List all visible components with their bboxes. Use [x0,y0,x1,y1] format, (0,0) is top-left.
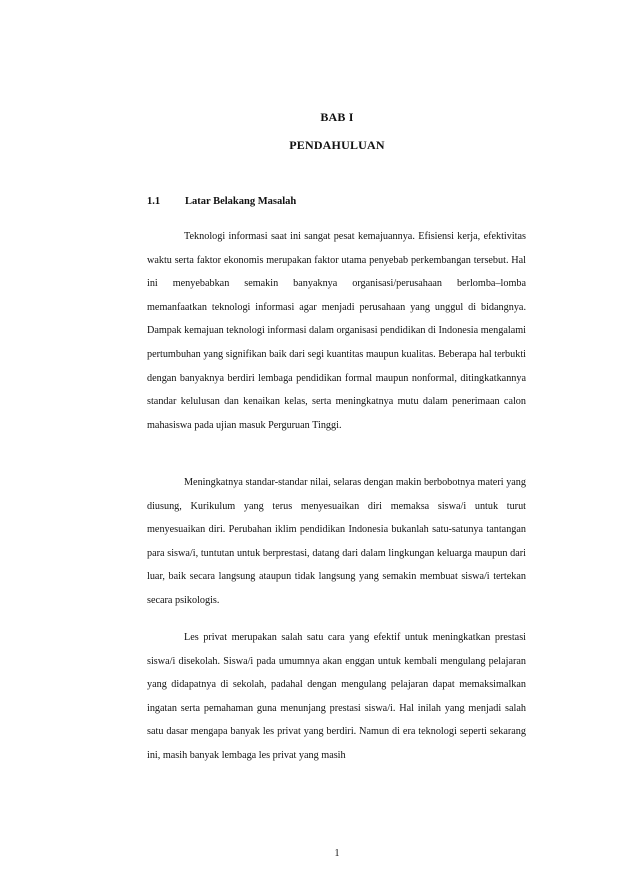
paragraph-1 [147,225,526,437]
section-heading [147,196,296,207]
chapter-number: BAB I [320,110,354,124]
paragraph-text: Meningkatnya standar-standar nilai, selaras dengan makin berbobotnya materi yang diusung, Kurikulum yang terus menyesuaikan diri memaksa siswa/i untuk turut menyesuaikan diri. Perubahan iklim pendidikan Indonesia bukanlah satu-satunya tantangan para siswa/i, tuntutan untuk berprestasi, datang dari dalam lingkungan keluarga maupun dari luar, baik secara langsung ataupun tidak langsung yang semakin membuat siswa/i tertekan secara psikologis. [147,477,526,606]
chapter-title: PENDAHULUAN [289,138,385,152]
paragraph-3 [147,626,526,768]
section-title: Latar Belakang Masalah [185,196,297,207]
paragraph-2 [147,471,526,613]
paragraph-text: Teknologi informasi saat ini sangat pesat kemajuannya. Efisiensi kerja, efektivitas waktu serta faktor ekonomis merupakan faktor utama penyebab perkembangan tersebut. Hal ini menyebabkan semakin banyaknya organisasi/perusahaan berlomba–lomba memanfaatkan teknologi informasi agar menjadi perusahaan yang unggul di bidangnya. Dampak kemajuan teknologi informasi dalam organisasi pendidikan di Indonesia mengalami pertumbuhan yang signifikan baik dari segi kuantitas maupun kualitas. Beberapa hal terbukti dengan banyaknya berdiri lembaga pendidikan formal maupun nonformal, ditingkatkannya standar kelulusan dan kenaikan kelas, serta meningkatnya mutu dalam penerimaan calon mahasiswa pada ujian masuk Perguruan Tinggi. [147,231,526,431]
paragraph-text: Les privat merupakan salah satu cara yang efektif untuk meningkatkan prestasi siswa/i disekolah. Siswa/i pada umumnya akan enggan untuk kembali mengulang pelajaran yang didapatnya di sekolah, padahal dengan mengulang pelajaran dapat memaksimalkan ingatan serta pemahaman guna menunjang prestasi siswa/i. Hal inilah yang menjadi salah satu dasar mengapa banyak les privat yang berdiri. Namun di era teknologi seperti sekarang ini, masih banyak lembaga les privat yang masih [147,632,526,761]
section-number: 1.1 [147,196,161,207]
page-number: 1 [334,848,340,859]
